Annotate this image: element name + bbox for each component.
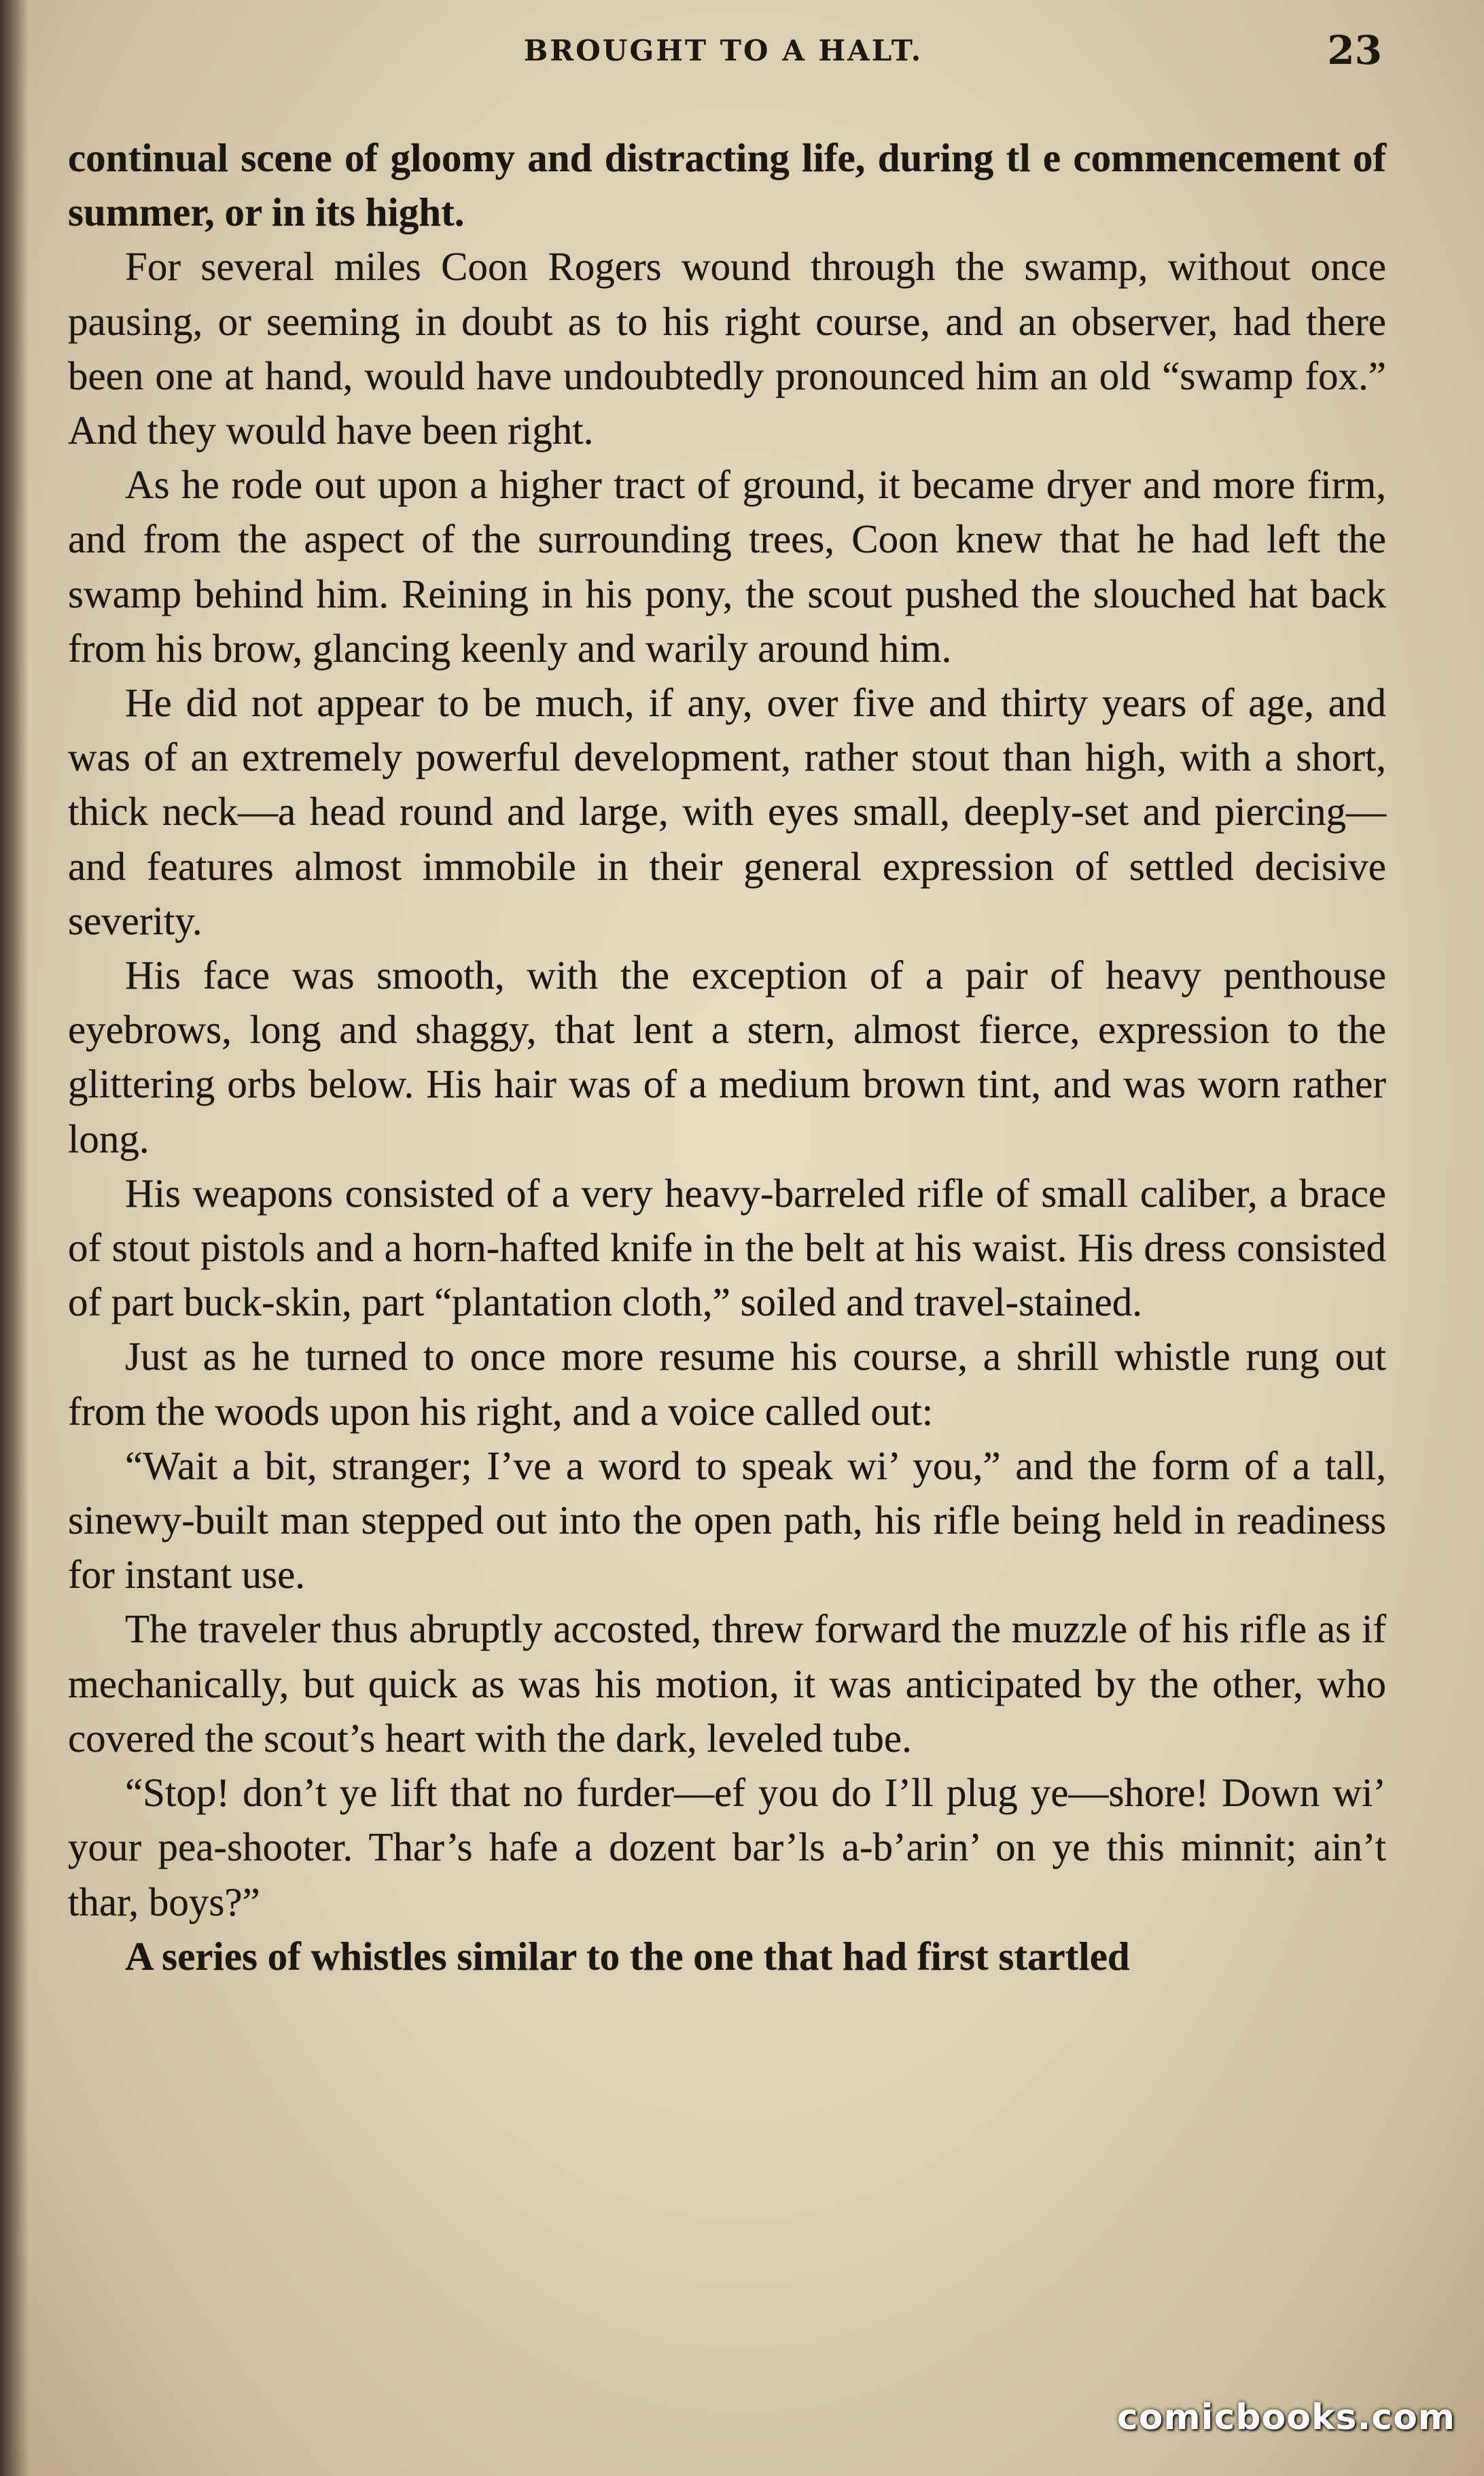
paragraph: “Stop! don’t ye lift that no furder—ef you do I’ll plug ye—shore! Down wi’ your pea-shooter. Thar’s hafe a dozent bar’ls a-b’arin’ on ye this minnit; ain’t thar, boys?” bbox=[68, 1770, 1386, 1924]
paragraph: Just as he turned to once more resume his course, a shrill whistle rung out from the woods upon his right, and a voice called out: bbox=[68, 1334, 1386, 1434]
page-header bbox=[65, 27, 1382, 82]
paragraph: He did not appear to be much, if any, over five and thirty years of age, and was of an extremely powerful development, rather stout than high, with a short, thick neck—a head round and large, with eyes small, deeply-set and piercing—and features almost immobile in their general expression of settled decisive severity. bbox=[68, 680, 1386, 943]
watermark: comicbooks.com bbox=[1116, 2397, 1455, 2438]
paragraph: continual scene of gloomy and distracting life, during tl e commencement of summer, or in its hight. bbox=[68, 135, 1386, 235]
paragraph: A series of whistles similar to the one that had first startled bbox=[125, 1933, 1130, 1979]
paragraph: “Wait a bit, stranger; I’ve a word to speak wi’ you,” and the form of a tall, sinewy-built man stepped out into the open path, his rifle being held in readiness for instant use. bbox=[68, 1443, 1386, 1597]
running-head: BROUGHT TO A HALT. bbox=[523, 34, 923, 67]
paragraph: For several miles Coon Rogers wound through the swamp, without once pausing, or seeming in doubt as to his right course, and an observer, had there been one at hand, would have undoubtedly pronounced him an old “swamp fox.” And they would have been right. bbox=[68, 244, 1386, 453]
paragraph: As he rode out upon a higher tract of ground, it became dryer and more firm, and from the aspect of the surrounding trees, Coon knew that he had left the swamp behind him. Reining in his pony, the scout pushed the slouched hat back from his brow, glancing keenly and warily around him. bbox=[68, 462, 1386, 671]
page-number: 23 bbox=[1327, 27, 1382, 73]
page-gutter-shadow bbox=[0, 0, 29, 2476]
paragraph: His face was smooth, with the exception of a pair of heavy penthouse eyebrows, long and shaggy, that lent a stern, almost fierce, expression to the glittering orbs below. His hair was of a medium brown tint, and was worn rather long. bbox=[68, 953, 1386, 1161]
paragraph: The traveler thus abruptly accosted, threw forward the muzzle of his rifle as if mechanically, but quick as was his motion, it was anticipated by the other, who covered the scout’s heart with the dark, leveled tube. bbox=[68, 1606, 1386, 1761]
body-text bbox=[68, 130, 1386, 1983]
paragraph: His weapons consisted of a very heavy-barreled rifle of small caliber, a brace of stout pistols and a horn-hafted knife in the belt at his waist. His dress consisted of part buck-skin, part “plantation cloth,” soiled and travel-stained. bbox=[68, 1170, 1386, 1325]
